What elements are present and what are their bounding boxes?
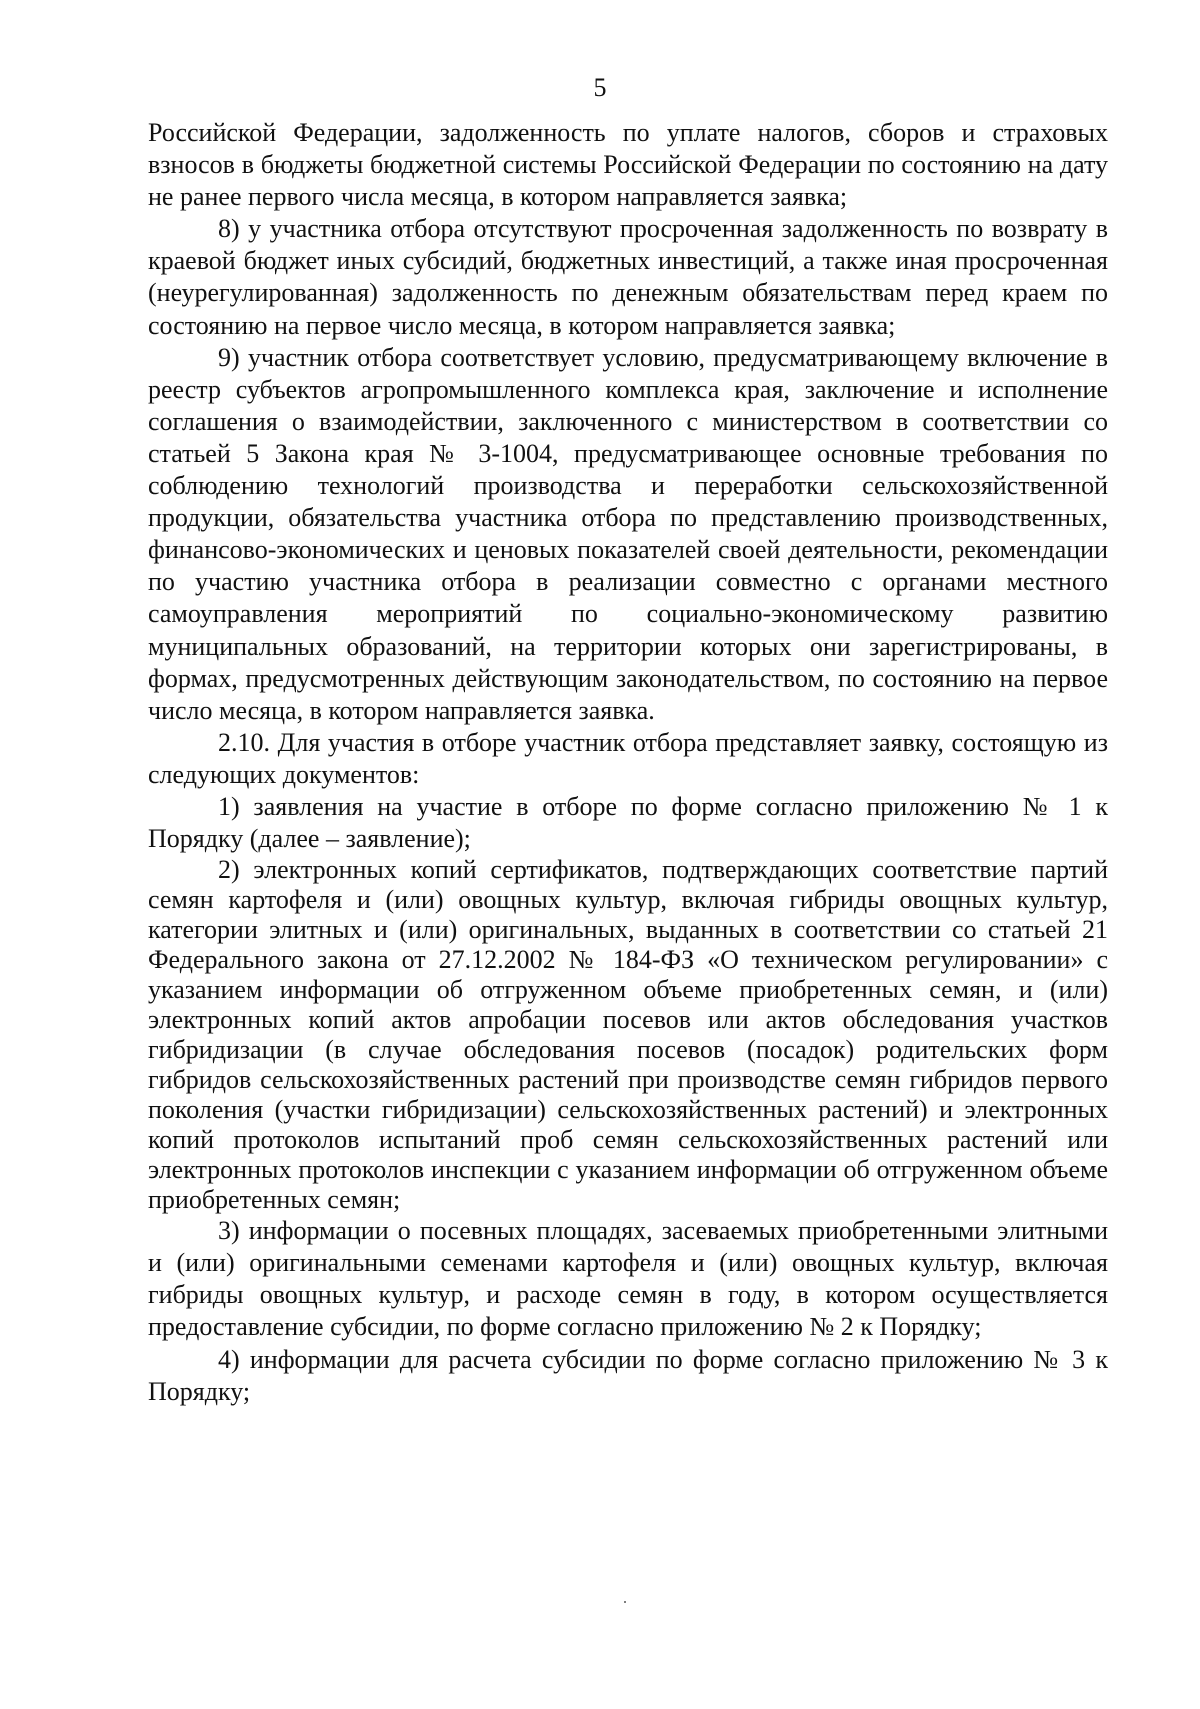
paragraph-document-4: 4) информации для расчета субсидии по форме согласно приложению № 3 к Порядку; [148, 1344, 1108, 1406]
paragraph-continuation: Российской Федерации, задолженность по уплате налогов, сборов и страховых взносов в бюджеты бюджетной системы Российской Федерации по состоянию на дату не ранее первого числа месяца, в котором направляется заявка; [148, 118, 1108, 212]
page-number: 5 [593, 73, 607, 102]
document-body [148, 117, 1108, 1408]
paragraph-document-1: 1) заявления на участие в отборе по форме согласно приложению № 1 к Порядку (далее – заявление); [148, 791, 1108, 854]
paragraph-section-2-10: 2.10. Для участия в отборе участник отбора представляет заявку, состоящую из следующих документов: [148, 727, 1108, 789]
paragraph-document-3: 3) информации о посевных площадях, засеваемых приобретенными элитными и (или) оригинальными семенами картофеля и (или) овощных культур, включая гибриды овощных культур, и расходе семян в году, в котором осуществляется предоставление субсидии, по форме согласно приложению № 2 к Порядку; [148, 1216, 1108, 1342]
paragraph-item-9: 9) участник отбора соответствует условию, предусматривающему включение в реестр субъектов агропромышленного комплекса края, заключение и исполнение соглашения о взаимодействии, заключенного с министерством в соответствии со статьей 5 Закона края № 3-1004, предусматривающее основные требования по соблюдению технологий производства и переработки сельскохозяйственной продукции, обязательства участника отбора по представлению производственных, финансово-экономических и ценовых показателей своей деятельности, рекомендации по участию участника отбора в реализации совместно с органами местного самоуправления мероприятий по социально-экономическому развитию муниципальных образований, на территории которых они зарегистрированы, в формах, предусмотренных действующим законодательством, по состоянию на первое число месяца, в котором направляется заявка. [148, 342, 1108, 725]
paragraph-document-2: 2) электронных копий сертификатов, подтверждающих соответствие партий семян картофеля и (или) овощных культур, включая гибриды овощных культур, категории элитных и (или) оригинальных, выданных в соответствии со статьей 21 Федерального закона от 27.12.2002 № 184-ФЗ «О техническом регулировании» с указанием информации об отгруженном объеме приобретенных семян, и (или) электронных копий актов апробации посевов или актов обследования участков гибридизации (в случае обследования посевов (посадок) родительских форм гибридов сельскохозяйственных растений при производстве семян гибридов первого поколения (участки гибридизации) сельскохозяйственных растений) и электронных копий протоколов испытаний проб семян сельскохозяйственных растений или электронных протоколов инспекции с указанием информации об отгруженном объеме приобретенных семян; [148, 855, 1108, 1215]
paragraph-item-8: 8) у участника отбора отсутствуют просроченная задолженность по возврату в краевой бюджет иных субсидий, бюджетных инвестиций, а также иная просроченная (неурегулированная) задолженность по денежным обязательствам перед краем по состоянию на первое число месяца, в котором направляется заявка; [148, 214, 1108, 340]
scan-artifact-dot [624, 1601, 626, 1603]
